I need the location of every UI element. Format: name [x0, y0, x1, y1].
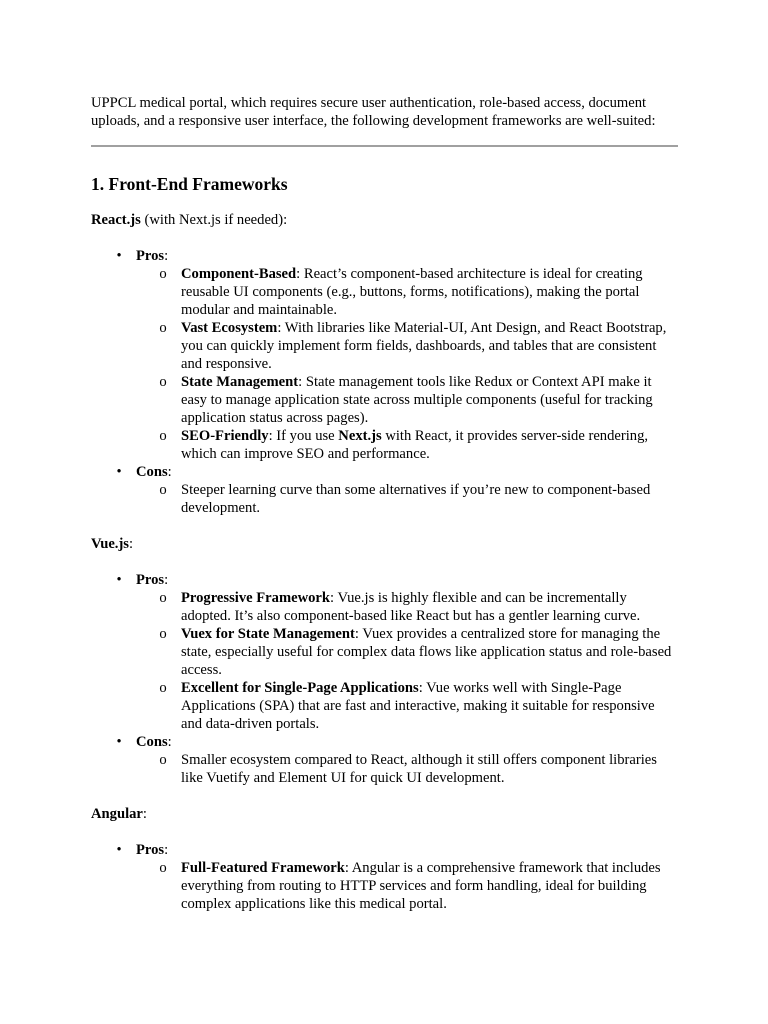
label-colon: : — [164, 572, 169, 588]
cons-label: Cons — [136, 734, 168, 750]
cons-label: Cons — [136, 464, 168, 480]
react-pros-list — [136, 265, 678, 463]
framework-name-suffix: : — [128, 536, 134, 552]
item-text: Steeper learning curve than some alternatives if you’re new to component-based development. — [181, 482, 651, 516]
framework-title-angular — [91, 805, 678, 823]
pros-label: Pros — [136, 248, 165, 264]
bullet-circle: o — [159, 752, 167, 768]
list-item — [159, 319, 678, 373]
item-term: Vast Ecosystem — [181, 320, 278, 336]
framework-name: Angular — [91, 806, 143, 822]
section-heading: 1. Front-End Frameworks — [91, 174, 288, 194]
list-item — [159, 625, 678, 679]
list-item — [159, 859, 678, 913]
framework-title-react — [91, 211, 678, 229]
list-item — [159, 373, 678, 427]
list-item — [159, 589, 678, 625]
vue-cons — [116, 733, 678, 787]
framework-name: Vue.js — [91, 536, 129, 552]
react-cons-list — [136, 481, 678, 517]
item-text: with React, it provides server-side rendering, which can improve SEO and performance. — [181, 428, 649, 462]
bullet-circle: o — [159, 320, 167, 336]
bullet-circle: o — [159, 626, 167, 642]
bullet-circle: o — [159, 680, 167, 696]
angular-pros — [116, 841, 678, 913]
item-term: Full-Featured Framework — [181, 860, 345, 876]
list-item — [159, 265, 678, 319]
item-text: : Vue.js is highly flexible and can be incrementally adopted. It’s also component-based like React but has a gentler learning curve. — [181, 590, 641, 624]
bullet-circle: o — [159, 590, 167, 606]
item-term: Progressive Framework — [181, 590, 331, 606]
bullet-disc: • — [116, 734, 122, 750]
list-item — [159, 427, 678, 463]
angular-list — [91, 841, 678, 913]
vue-pros-list — [136, 589, 678, 733]
item-text: : React’s component-based architecture is ideal for creating reusable UI components (e.g., buttons, forms, notifications), making the portal modular and maintainable. — [181, 266, 643, 318]
pros-label: Pros — [136, 842, 165, 858]
label-colon: : — [164, 248, 169, 264]
item-text: : If you use — [268, 428, 339, 444]
label-colon: : — [164, 842, 169, 858]
framework-name: React.js — [91, 212, 141, 228]
bullet-circle: o — [159, 266, 167, 282]
vue-cons-list — [136, 751, 678, 787]
item-term: Component-Based — [181, 266, 297, 282]
react-cons — [116, 463, 678, 517]
bullet-circle: o — [159, 428, 167, 444]
bullet-disc: • — [116, 572, 122, 588]
framework-name-suffix: (with Next.js if needed): — [140, 212, 288, 228]
item-term: State Management — [181, 374, 299, 390]
intro-paragraph: UPPCL medical portal, which requires secure user authentication, role-based access, document uploads, and a responsive user interface, the following development frameworks are well-suited: — [91, 95, 656, 129]
item-text: : With libraries like Material-UI, Ant Design, and React Bootstrap, you can quickly implement form fields, dashboards, and tables that are consistent and responsive. — [181, 320, 667, 372]
vue-list — [91, 571, 678, 787]
react-list — [91, 247, 678, 517]
item-text: Smaller ecosystem compared to React, although it still offers component libraries like Vuetify and Element UI for quick UI development. — [181, 752, 657, 786]
label-colon: : — [167, 464, 172, 480]
item-text: : State management tools like Redux or Context API make it easy to manage application state across multiple components (useful for tracking application status across pages). — [181, 374, 653, 426]
bullet-disc: • — [116, 464, 122, 480]
angular-pros-list — [136, 859, 678, 913]
item-text: : Vuex provides a centralized store for managing the state, especially useful for complex data flows like application status and role-based access. — [181, 626, 672, 678]
label-colon: : — [167, 734, 172, 750]
list-item — [159, 751, 678, 787]
item-text: : Vue works well with Single-Page Applications (SPA) that are fast and interactive, making it suitable for responsive and data-driven portals. — [181, 680, 655, 732]
bullet-disc: • — [116, 248, 122, 264]
bullet-circle: o — [159, 374, 167, 390]
item-inline-bold: Next.js — [338, 428, 382, 444]
item-term: Vuex for State Management — [181, 626, 355, 642]
pros-label: Pros — [136, 572, 165, 588]
react-pros — [116, 247, 678, 463]
item-text: : Angular is a comprehensive framework that includes everything from routing to HTTP services and form handling, ideal for building complex applications like this medical portal. — [181, 860, 661, 912]
bullet-circle: o — [159, 482, 167, 498]
bullet-disc: • — [116, 842, 122, 858]
bullet-circle: o — [159, 860, 167, 876]
framework-name-suffix: : — [142, 806, 147, 822]
horizontal-rule — [91, 145, 678, 147]
item-term: SEO-Friendly — [181, 428, 269, 444]
vue-pros — [116, 571, 678, 733]
framework-title-vue — [91, 535, 678, 553]
list-item — [159, 481, 678, 517]
list-item — [159, 679, 678, 733]
item-term: Excellent for Single-Page Applications — [181, 680, 419, 696]
